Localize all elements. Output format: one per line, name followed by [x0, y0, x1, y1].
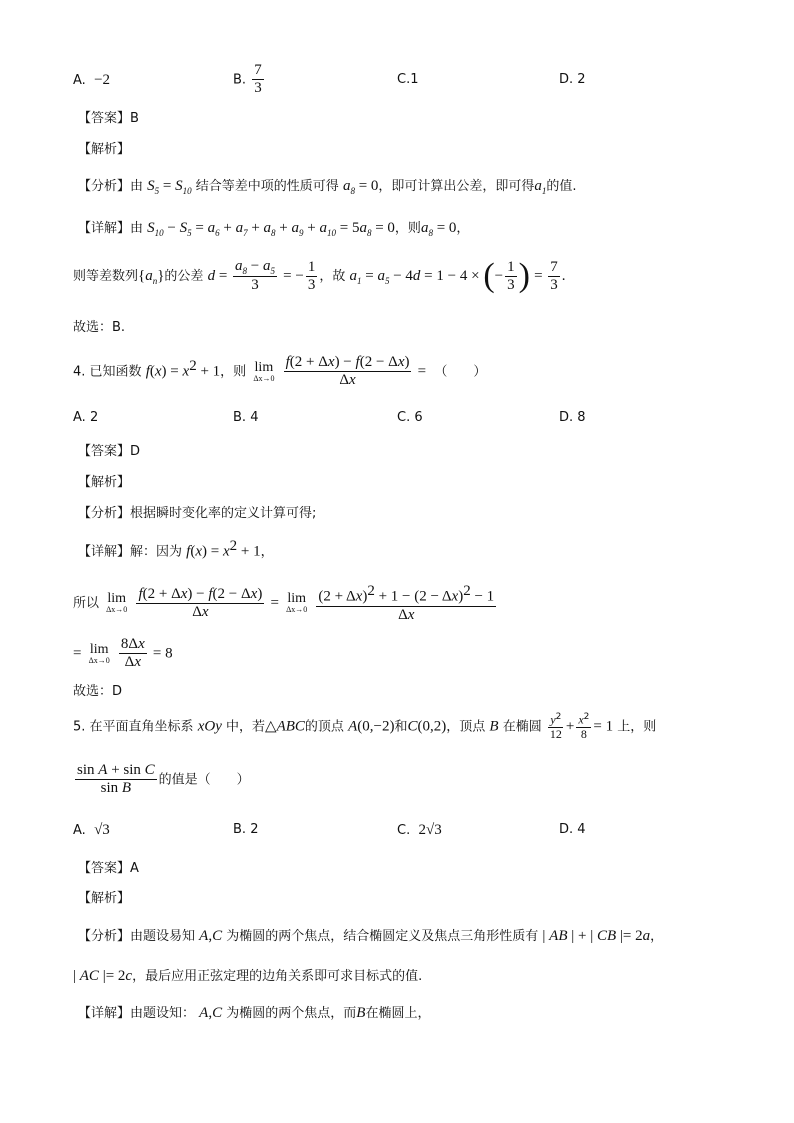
q4-option-d: D. 8 [559, 410, 586, 425]
q5-stem-line1: 5. 在平面直角坐标系 xOy 中，若△ABC的顶点 A(0,−2)和C(0,2)，顶点 B 在椭圆 $\frac{y^2}{12}$ + $\frac{x^2}{8}$ = 1 上，则 [73, 712, 657, 742]
q4-option-b: B. 4 [233, 410, 259, 425]
q5-fenxi-line1: 【分析】由题设易知 A,C 为椭圆的两个焦点，结合椭圆定义及焦点三角形性质有 | AB | + | CB |= 2a， [78, 928, 664, 944]
q5-fenxi-line2: | AC |= 2c，最后应用正弦定理的边角关系即可求目标式的值. [73, 968, 423, 984]
q5-answer: 【答案】A [78, 861, 139, 876]
q4-stem: 4. 已知函数 $f(x) = x^2 + 1$，则 lim Δx→0 $\frac{f(2 + \Delta x) - f(2 - \Delta x)}{\Delta x}$ = （ ） [73, 354, 487, 389]
q5-option-c: C. 2√3 [397, 822, 442, 838]
q3-fenxi: 【分析】由 $S_5 = S_{10}$ 结合等差中项的性质可得 $a_8 = 0$，即可计算出公差，即可得$a_1$的值. [78, 178, 577, 196]
q4-limit-step1: 所以 lim Δx→0 $\frac{f(2 + \Delta x) - f(2 - \Delta x)}{\Delta x}$ = lim Δx→0 $\frac{(2 + \Delta x)^2 + 1 - (2 - \Delta x)^2 - 1}{\Delta x}$ [73, 583, 495, 623]
q4-answer: 【答案】D [78, 444, 141, 459]
q4-choose: 故选：D [73, 684, 123, 699]
q3-answer: 【答案】B [78, 111, 139, 126]
q4-option-c: C. 6 [397, 410, 423, 425]
q5-option-a: A. √3 [73, 822, 110, 838]
q3-common-difference: 则等差数列$\{a_n\}$的公差 d = $\frac{a_8 - a_5}{3}$ = − $\frac{1}{3}$ ，故 $a_1 = a_5 - 4d = 1 - 4$ × ( − $\frac{1}{3}$ ) = $\frac{7}{3}$ . [73, 257, 566, 295]
q4-xiangjie: 【详解】解：因为 $f(x) = x^2 + 1$， [78, 538, 274, 560]
q3-xiangjie: 【详解】由 $S_{10} - S_5 = a_6 + a_7 + a_8 + a_9 + a_{10} = 5a_8 = 0$，则$a_8 = 0$， [78, 220, 470, 238]
q5-stem-line2: $\frac{\text{sin A + sin C}}{\text{sin B}}$ 的值是（ ） [77, 762, 250, 797]
q5-analysis-label: 【解析】 [78, 891, 131, 906]
q3-option-b: B. $\frac{7}{3}$ [233, 62, 262, 97]
q3-option-a: A. −2 [73, 72, 111, 88]
q4-analysis-label: 【解析】 [78, 475, 131, 490]
q3-option-c: C.1 [397, 72, 419, 87]
q4-fenxi: 【分析】根据瞬时变化率的定义计算可得; [78, 506, 317, 521]
q3-analysis-label: 【解析】 [78, 142, 131, 157]
q4-limit-step2: = lim Δx→0 $\frac{8\Delta x}{\Delta x}$ = 8 [73, 636, 173, 671]
q3-option-d: D. 2 [559, 72, 586, 87]
q5-option-b: B. 2 [233, 822, 259, 837]
q5-xiangjie: 【详解】由题设知： A,C 为椭圆的两个焦点，而B在椭圆上， [78, 1005, 431, 1021]
q4-option-a: A. 2 [73, 410, 99, 425]
q5-option-d: D. 4 [559, 822, 586, 837]
q3-choose: 故选：B. [73, 320, 126, 335]
